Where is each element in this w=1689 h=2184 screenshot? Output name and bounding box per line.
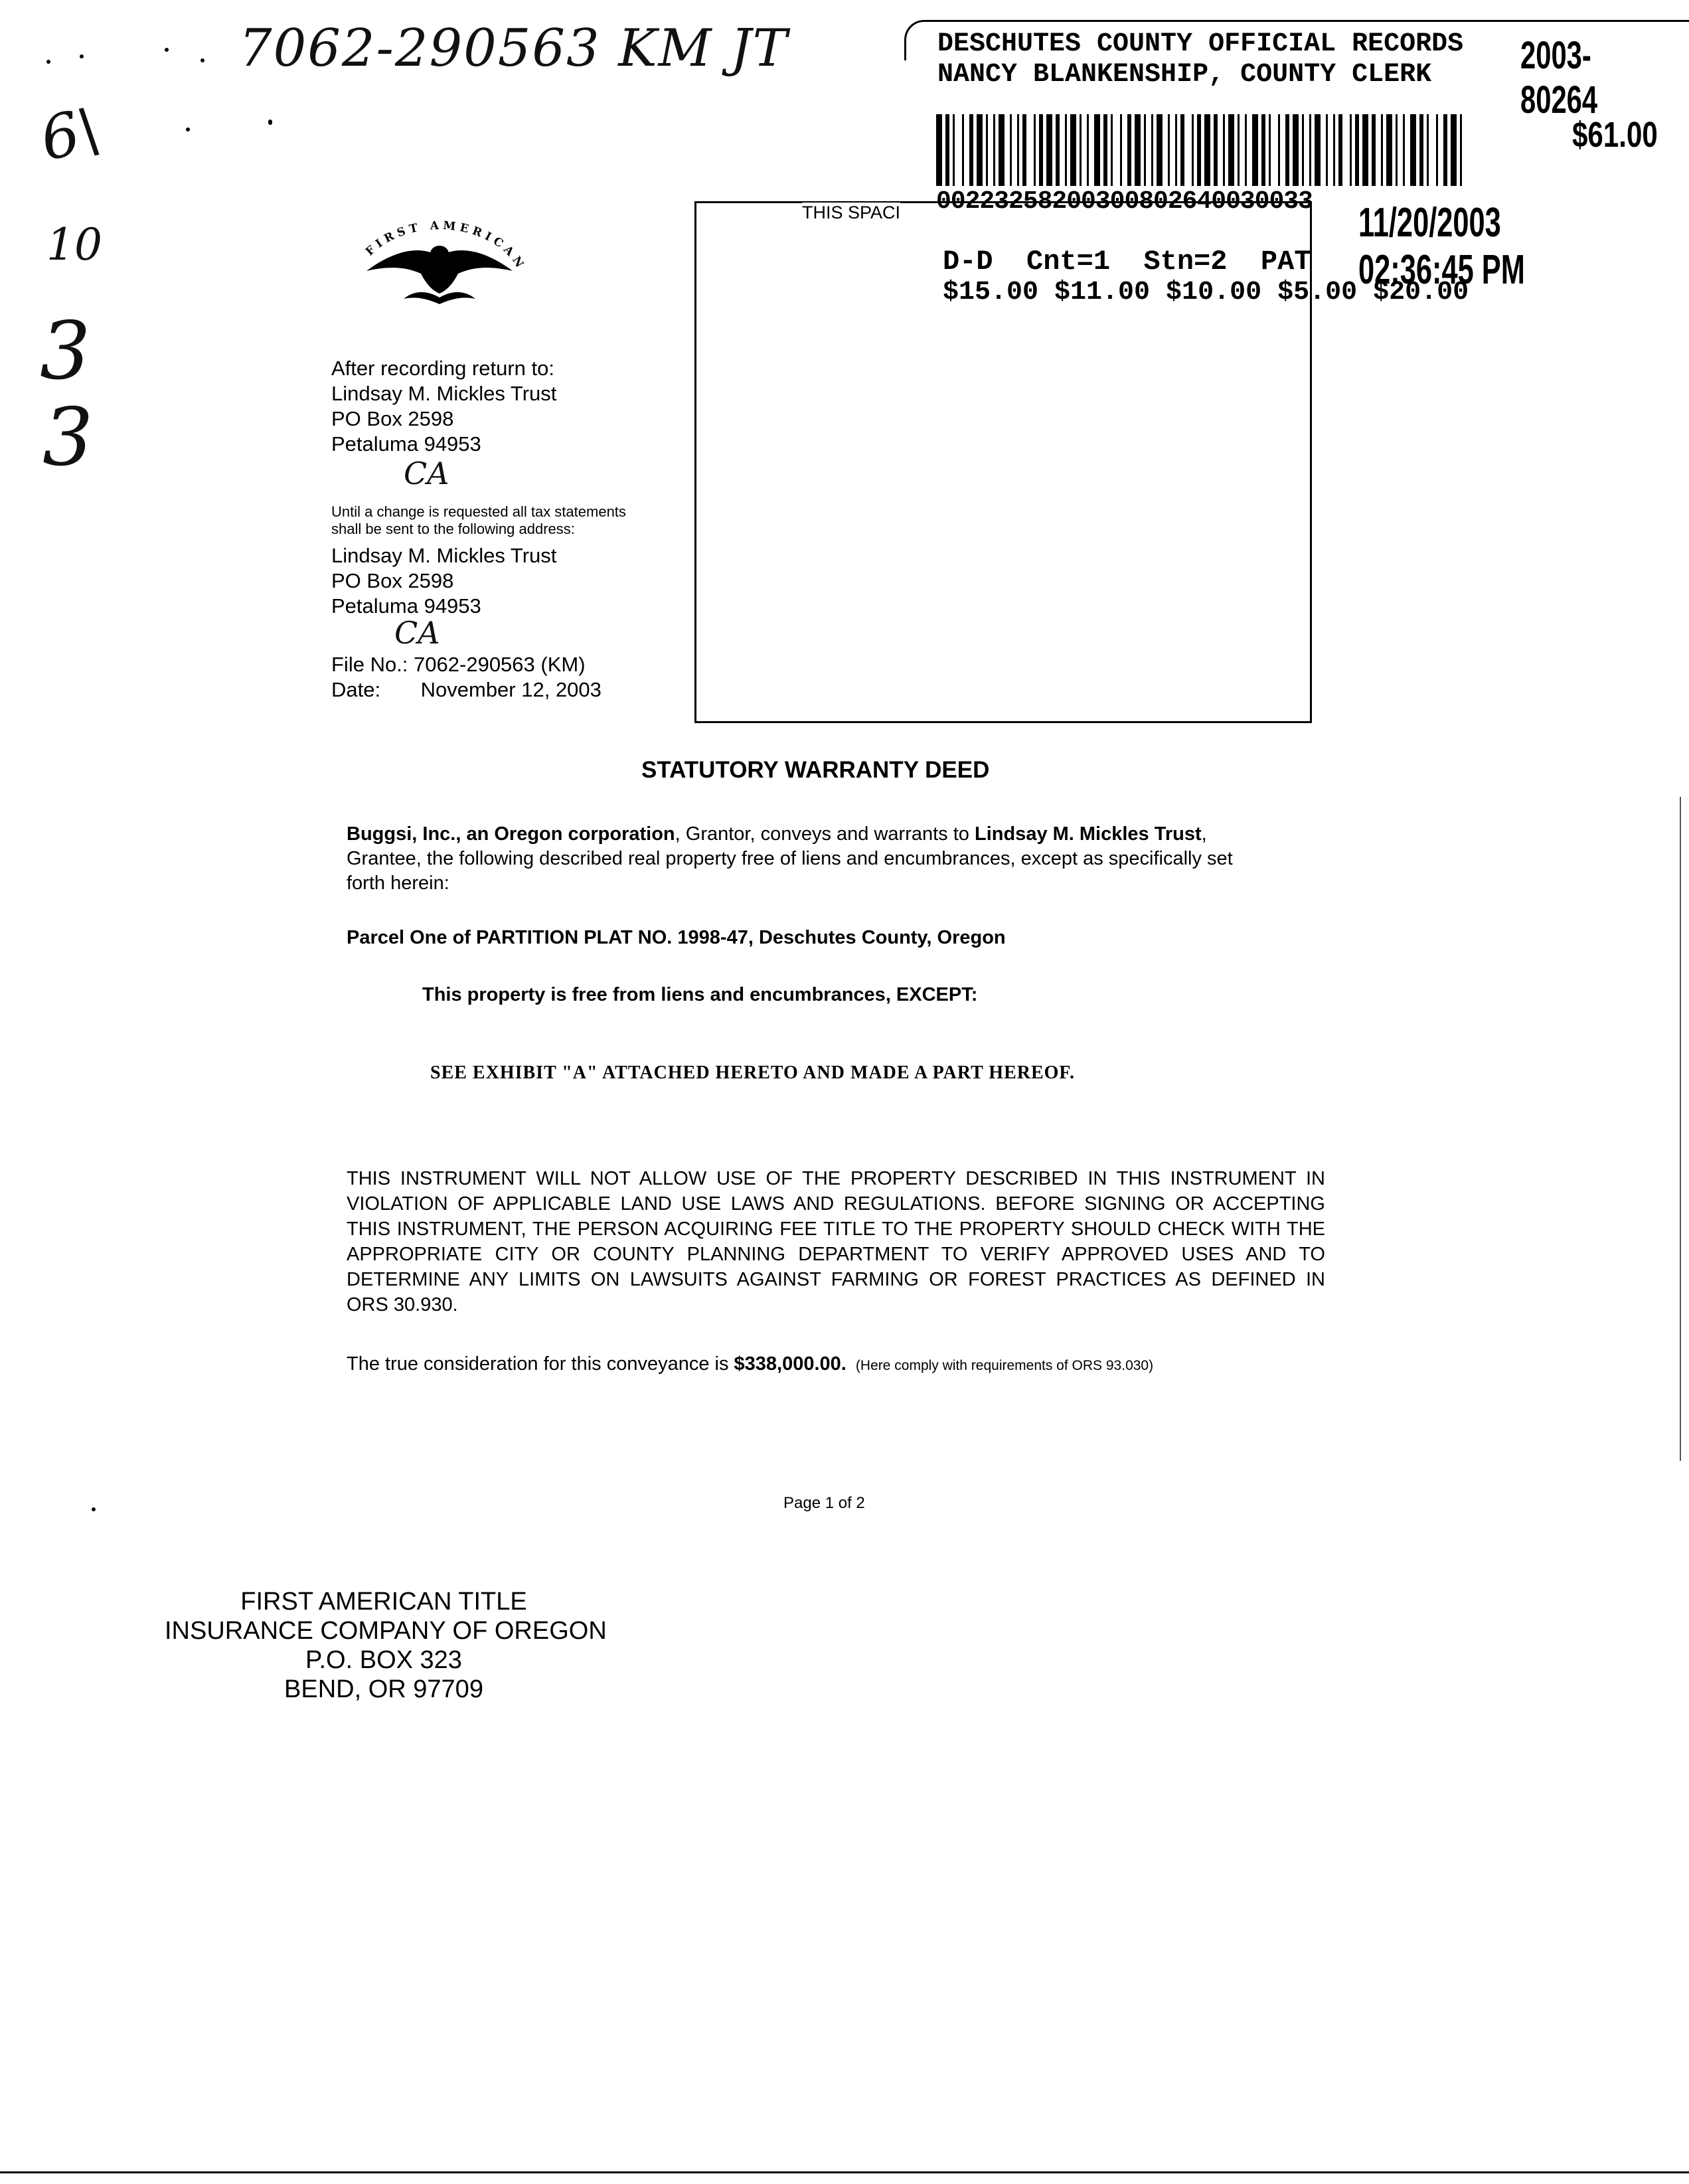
tax-statements-heading	[331, 503, 626, 538]
stray-dot	[186, 127, 190, 131]
barcode-bar	[1381, 114, 1383, 186]
conveyance-line-3: forth herein:	[347, 873, 449, 894]
fees-line: $15.00 $11.00 $10.00 $5.00 $20.00	[943, 278, 1469, 307]
barcode-bar	[1022, 114, 1026, 186]
barcode-bar	[1293, 114, 1299, 186]
barcode-bar	[1372, 114, 1376, 186]
barcode-bar	[1065, 114, 1067, 186]
page-number: Page 1 of 2	[783, 1494, 865, 1512]
date-label: Date:	[331, 678, 381, 701]
barcode-bar	[1192, 114, 1194, 186]
file-no-value: 7062-290563 (KM)	[414, 653, 586, 676]
barcode-bar	[1326, 114, 1328, 186]
barcode-bar	[1252, 114, 1258, 186]
barcode-bar	[953, 114, 955, 186]
barcode-bar	[1386, 114, 1392, 186]
barcode	[936, 114, 1467, 187]
barcode-bar	[1214, 114, 1218, 186]
return-to-city: Petaluma 94953	[331, 432, 481, 456]
conveyance-line-1	[347, 822, 1309, 847]
barcode-bar	[1396, 114, 1398, 186]
barcode-bar	[1278, 114, 1280, 186]
notice-line: APPROPRIATE CITY OR COUNTY PLANNING DEPARTMENT TO VERIFY APPROVED USES AND TO	[347, 1244, 1325, 1265]
notice-line: VIOLATION OF APPLICABLE LAND USE LAWS AND REGULATIONS. BEFORE SIGNING OR ACCEPTING	[347, 1193, 1325, 1215]
conveyance-paragraph	[347, 822, 1309, 896]
handwritten-margin-mark: 6\	[35, 94, 106, 175]
barcode-bar	[1460, 114, 1462, 186]
land-use-notice	[347, 1166, 1325, 1317]
barcode-number: 00223258200300802640030033	[936, 187, 1313, 216]
date-value: November 12, 2003	[420, 678, 602, 701]
handwritten-margin-mark: 10	[46, 219, 102, 270]
barcode-bar	[1111, 114, 1113, 186]
barcode-bar	[1350, 114, 1352, 186]
parcel-description: Parcel One of PARTITION PLAT NO. 1998-47, Deschutes County, Oregon	[347, 927, 1006, 948]
barcode-bar	[1197, 114, 1201, 186]
record-number: 2003-80264	[1520, 34, 1598, 122]
barcode-bar	[1017, 114, 1019, 186]
barcode-bar	[1127, 114, 1131, 186]
tax-heading-line-1: Until a change is requested all tax statements	[331, 503, 626, 520]
eagle-icon	[366, 246, 513, 304]
return-to-heading: After recording return to:	[331, 357, 554, 380]
barcode-bar	[1228, 114, 1234, 186]
tax-city: Petaluma 94953	[331, 594, 481, 618]
return-to-name: Lindsay M. Mickles Trust	[331, 382, 557, 405]
file-info	[331, 652, 602, 703]
consideration-line	[347, 1352, 1153, 1378]
deed-title: STATUTORY WARRANTY DEED	[641, 757, 990, 783]
consideration-note: (Here comply with requirements of ORS 93.030)	[855, 1358, 1154, 1373]
barcode-bar	[993, 114, 995, 186]
barcode-bar	[1144, 114, 1146, 186]
barcode-bar	[1039, 114, 1043, 186]
grantor-name: Buggsi, Inc., an Oregon corporation	[347, 823, 675, 845]
file-no-row	[331, 652, 602, 677]
barcode-bar	[1443, 114, 1447, 186]
page-edge-line	[0, 2171, 1689, 2173]
barcode-bar	[1034, 114, 1036, 186]
space-label: THIS SPACI	[802, 203, 901, 222]
notice-line: THIS INSTRUMENT WILL NOT ALLOW USE OF THE PROPERTY DESCRIBED IN THIS INSTRUMENT IN	[347, 1168, 1325, 1189]
consideration-amount: $338,000.00.	[734, 1353, 846, 1375]
barcode-bar	[1436, 114, 1438, 186]
date-row	[331, 677, 602, 703]
stamp-line-4: BEND, OR 97709	[284, 1675, 483, 1703]
stray-dot	[201, 58, 204, 62]
doc-codes: D-D Cnt=1 Stn=2 PAT	[943, 246, 1311, 278]
recording-office	[937, 29, 1463, 90]
stamp-line-2: INSURANCE COMPANY OF OREGON	[165, 1617, 607, 1645]
file-no-label: File No.:	[331, 653, 408, 676]
page-edge-line	[1680, 797, 1681, 1461]
barcode-bar	[999, 114, 1005, 186]
conveyance-comma: ,	[1201, 823, 1207, 845]
barcode-bar	[986, 114, 988, 186]
barcode-bar	[1285, 114, 1289, 186]
handwritten-state: CA	[404, 456, 449, 491]
tax-heading-line-2: shall be sent to the following address:	[331, 521, 575, 537]
stray-dot	[165, 48, 169, 52]
barcode-bar	[969, 114, 973, 186]
title-company-stamp	[165, 1587, 607, 1704]
handwritten-file-note: 7062-290563 KM JT	[239, 19, 789, 78]
barcode-bar	[1223, 114, 1225, 186]
notice-line: THIS INSTRUMENT, THE PERSON ACQUIRING FEE TITLE TO THE PROPERTY SHOULD CHECK WITH THE	[347, 1218, 1325, 1240]
barcode-bar	[1157, 114, 1163, 186]
office-line-1: DESCHUTES COUNTY OFFICIAL RECORDS	[937, 29, 1464, 59]
barcode-bar	[1080, 114, 1082, 186]
barcode-bar	[1056, 114, 1060, 186]
handwritten-margin-mark: 3	[42, 392, 94, 484]
barcode-bar	[1245, 114, 1247, 186]
recorded-datetime: 11/20/2003 02:36:45 PM	[1358, 200, 1525, 293]
office-line-2: NANCY BLANKENSHIP, COUNTY CLERK	[937, 60, 1432, 90]
barcode-bar	[1046, 114, 1052, 186]
barcode-bar	[1309, 114, 1311, 186]
barcode-bar	[945, 114, 949, 186]
conveyance-text: , Grantor, conveys and warrants to	[675, 823, 975, 845]
notice-line: DETERMINE ANY LIMITS ON LAWSUITS AGAINST FARMING OR FOREST PRACTICES AS DEFINED IN	[347, 1269, 1325, 1290]
barcode-bar	[1419, 114, 1423, 186]
stray-dot	[80, 54, 84, 58]
return-to-address: PO Box 2598	[331, 407, 454, 430]
barcode-bar	[1362, 114, 1368, 186]
barcode-bar	[1087, 114, 1089, 186]
handwritten-state: CA	[394, 615, 440, 651]
barcode-bar	[936, 114, 942, 186]
barcode-bar	[977, 114, 983, 186]
barcode-bar	[1180, 114, 1184, 186]
stray-dot	[92, 1507, 96, 1511]
barcode-bar	[1269, 114, 1271, 186]
stray-dot	[268, 120, 272, 125]
barcode-bar	[1151, 114, 1153, 186]
recorder-space-box	[694, 201, 1312, 723]
barcode-bar	[1451, 114, 1457, 186]
barcode-bar	[1120, 114, 1122, 186]
barcode-bar	[1427, 114, 1429, 186]
barcode-bar	[1315, 114, 1321, 186]
barcode-bar	[1010, 114, 1012, 186]
barcode-bar	[1135, 114, 1141, 186]
barcode-bar	[1204, 114, 1210, 186]
tax-name: Lindsay M. Mickles Trust	[331, 544, 557, 567]
logo-arc-text: FIRST AMERICAN	[362, 218, 528, 274]
barcode-bar	[1103, 114, 1107, 186]
barcode-bar	[1355, 114, 1359, 186]
tax-address: PO Box 2598	[331, 569, 454, 592]
notice-line: ORS 30.930.	[347, 1294, 458, 1315]
stamp-line-1: FIRST AMERICAN TITLE	[240, 1588, 527, 1616]
barcode-bar	[1094, 114, 1100, 186]
barcode-bar	[1333, 114, 1335, 186]
barcode-bar	[1261, 114, 1265, 186]
consideration-prefix: The true consideration for this conveyance is	[347, 1353, 734, 1375]
barcode-bar	[962, 114, 964, 186]
stray-dot	[46, 60, 50, 64]
return-to-block	[331, 356, 556, 457]
first-american-logo	[340, 199, 539, 319]
barcode-bar	[1338, 114, 1342, 186]
conveyance-line-2: Grantee, the following described real property free of liens and encumbrances, except as specifically set	[347, 848, 1233, 869]
exhibit-reference: SEE EXHIBIT "A" ATTACHED HERETO AND MADE A PART HEREOF.	[430, 1062, 1075, 1083]
barcode-bar	[1168, 114, 1170, 186]
liens-exception: This property is free from liens and encumbrances, EXCEPT:	[422, 984, 978, 1005]
tax-address-block	[331, 543, 556, 619]
barcode-bar	[1403, 114, 1405, 186]
grantee-name: Lindsay M. Mickles Trust	[974, 823, 1202, 845]
barcode-bar	[1238, 114, 1240, 186]
handwritten-margin-mark: 3	[40, 305, 91, 398]
total-fee: $61.00	[1572, 115, 1658, 155]
stamp-line-3: P.O. BOX 323	[305, 1646, 462, 1674]
barcode-bar	[1410, 114, 1416, 186]
barcode-bar	[1302, 114, 1304, 186]
barcode-bar	[1070, 114, 1076, 186]
barcode-bar	[1175, 114, 1177, 186]
